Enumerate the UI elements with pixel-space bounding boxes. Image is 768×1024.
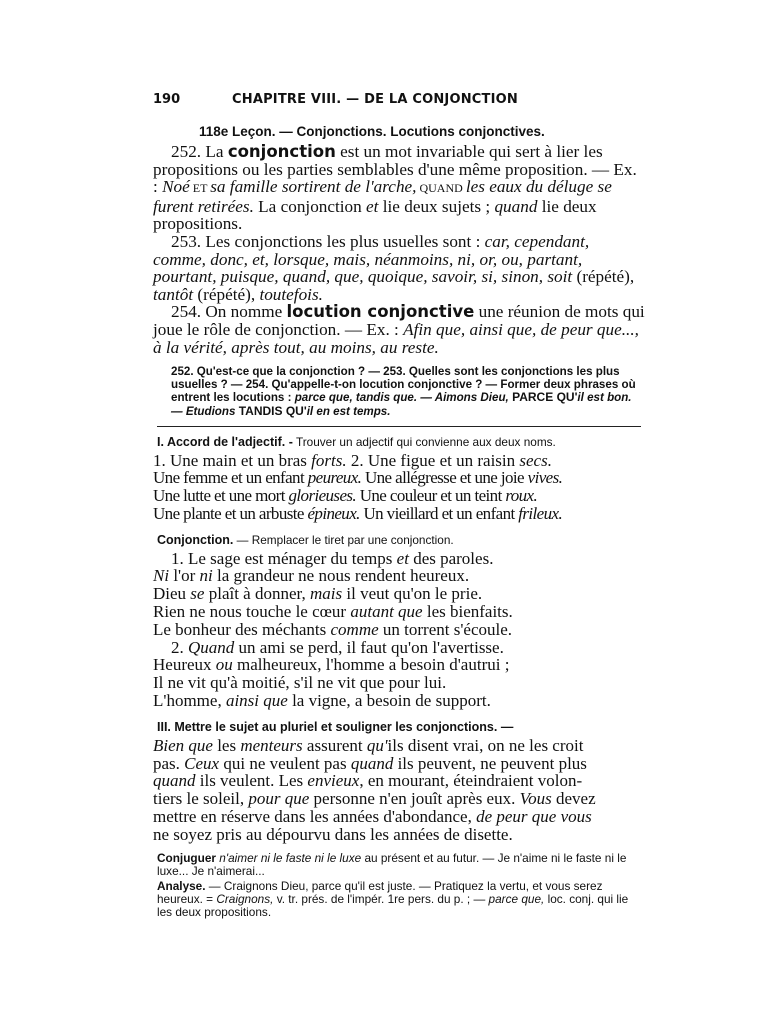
- example: il en est temps.: [306, 404, 391, 418]
- exercise-line: [153, 674, 645, 692]
- text: ils disent vrai, on ne les croit: [387, 735, 584, 755]
- exercise-title: Conjonction.: [157, 532, 234, 547]
- book-page: [153, 88, 645, 921]
- exercise-3-lines: [153, 737, 645, 844]
- conjunction: qu': [366, 735, 388, 755]
- example: il est bon. — Etudions: [171, 391, 632, 418]
- text: il veut qu'on le prie.: [342, 584, 483, 604]
- text: ils peuvent, ne peuvent plus: [393, 753, 587, 773]
- conjunction: comme: [330, 619, 379, 639]
- text: 1. Une main et un bras: [153, 450, 312, 470]
- text: La: [205, 142, 228, 161]
- conjunction: Ni: [153, 566, 170, 586]
- text: 1. Le sage est ménager du temps: [171, 548, 397, 568]
- exercise-line: [153, 567, 645, 585]
- example: n'aimer ni le faste ni le luxe: [215, 850, 362, 865]
- conjunction: quand: [153, 771, 196, 791]
- exercise-line: [153, 639, 645, 657]
- text: Une couleur et un teint: [356, 486, 506, 506]
- paragraph-number: 252.: [171, 142, 202, 161]
- exercise-2-lines: [153, 550, 645, 710]
- conjunction: menteurs: [240, 735, 303, 755]
- exercise-line: [153, 656, 645, 674]
- text: un torrent s'écoule.: [378, 619, 513, 639]
- lesson-title: 118e Leçon. — Conjonctions. Locutions conjonctives.: [199, 124, 545, 139]
- text: assurent: [302, 735, 367, 755]
- text: Une femme et un enfant: [153, 468, 308, 488]
- exercise-line: [153, 621, 645, 639]
- conjunction: se: [190, 584, 205, 604]
- exercise-line: [153, 550, 645, 568]
- keyword: locution conjonctive: [286, 302, 475, 322]
- adjective: glorieuses.: [288, 486, 357, 506]
- conjunction: Bien que: [153, 735, 213, 755]
- small-caps: PARCE QU': [508, 390, 578, 405]
- text: (répété),: [193, 284, 260, 304]
- text: Une plante et un arbuste: [153, 503, 308, 523]
- text: Une allégresse et une joie: [361, 468, 528, 488]
- conjunction: mais: [310, 584, 343, 604]
- exercise-2-heading: [157, 533, 645, 547]
- example: tantôt: [153, 284, 194, 304]
- conjunction-list: car, cependant, comme, donc, et, lorsque, mais, néanmoins, ni, or, ou, partant, pourtant, puisque, quand, que, quoique, savoir, si, sinon, soit: [153, 231, 590, 287]
- text: Il ne vit qu'à moitié, s'il ne vit que pour lui.: [153, 673, 447, 693]
- text: Heureux: [153, 655, 216, 675]
- text: un ami se perd, il faut qu'on l'avertisse.: [234, 637, 504, 657]
- text: loc. conj. qui lie les deux propositions.: [157, 891, 629, 919]
- text: ne soyez pris au dépourvu dans les années de disette.: [153, 824, 513, 844]
- exercise-line: [153, 755, 645, 773]
- exercise-line: [153, 772, 645, 790]
- text: La conjonction: [253, 196, 367, 216]
- text: une réunion de mots qui joue le rôle de conjonction. — Ex. :: [153, 302, 645, 339]
- text: mettre en réserve dans les années d'abondance,: [153, 807, 477, 827]
- analysis-note: [157, 880, 645, 919]
- adjective: vives.: [527, 468, 563, 488]
- text: malheureux, l'homme a besoin d'autrui ;: [232, 655, 510, 675]
- example: sa famille sortirent de l'arche,: [210, 177, 417, 197]
- conjunction: Vous: [519, 789, 552, 809]
- note-title: Analyse.: [157, 878, 206, 893]
- text: lie deux propositions.: [153, 196, 597, 234]
- exercise-line: [153, 692, 645, 710]
- text: Le bonheur des méchants: [153, 619, 331, 639]
- text: tiers le soleil,: [153, 789, 249, 809]
- text: la grandeur ne nous rendent heureux.: [212, 566, 470, 586]
- text: les bienfaits.: [422, 602, 513, 622]
- example: les eaux du déluge se furent retirées.: [153, 177, 612, 216]
- adjective: peureux.: [307, 468, 362, 488]
- adjective: roux.: [505, 486, 538, 506]
- text: v. tr. prés. de l'impér. 1re pers. du p. ; —: [273, 891, 489, 906]
- text: 2.: [171, 637, 188, 657]
- text: — Craignons Dieu, parce qu'il est juste. — Pratiquez la vertu, et vous serez heureux. =: [157, 878, 603, 906]
- text: L'homme,: [153, 691, 226, 711]
- exercise-line: [153, 790, 645, 808]
- text: Une lutte et une mort: [153, 486, 289, 506]
- text: plaît à donner,: [204, 584, 311, 604]
- conjunction: Quand: [188, 637, 235, 657]
- small-caps: ET: [189, 181, 211, 196]
- text: qui ne veulent pas: [219, 753, 351, 773]
- exercise-line: [153, 737, 645, 755]
- exercise-title: I. Accord de l'adjectif. -: [157, 434, 293, 449]
- exercise-line: [153, 487, 645, 505]
- adjective: épineux.: [307, 503, 360, 523]
- small-caps: QUAND: [416, 181, 466, 196]
- paragraph-253: [153, 233, 645, 303]
- text: Un vieillard et un enfant: [359, 503, 519, 523]
- exercise-line: [153, 603, 645, 621]
- adjective: secs.: [519, 450, 552, 470]
- paragraph-252: [153, 143, 645, 233]
- exercise-3-heading: III. Mettre le sujet au pluriel et souligner les conjonctions. —: [157, 719, 514, 734]
- text: , en mourant, éteindraient volon-: [359, 771, 583, 791]
- conjunction: quand: [350, 753, 394, 773]
- text: l'or: [169, 566, 200, 586]
- text: Les conjonctions les plus usuelles sont :: [201, 231, 485, 251]
- text: 252. Qu'est-ce que la conjonction ? — 253. Quelles sont les conjonctions les plus usuelles ? — 254. Qu'appelle-t-on locution conjonctive ? — Former deux phrases où entrent les locutions :: [171, 365, 636, 405]
- text: On nomme: [201, 302, 287, 322]
- exercise-line: [153, 469, 645, 487]
- text: les: [212, 735, 241, 755]
- example: quand: [494, 196, 538, 216]
- text: au présent et au futur. — Je n'aime ni le faste ni le luxe... Je n'aimerai...: [157, 850, 627, 878]
- conjunction: de peur que vous: [476, 807, 592, 827]
- text: (répété),: [572, 267, 635, 287]
- adjective: forts.: [311, 450, 347, 470]
- adjective: frileux.: [518, 503, 563, 523]
- conjunction: ainsi que: [225, 691, 288, 711]
- section-divider: [157, 426, 641, 427]
- paragraph-number: 253.: [171, 231, 202, 251]
- example: Craignons,: [216, 891, 274, 906]
- text: est un mot invariable qui sert à lier les propositions ou les parties semblables d'une même proposition. — Ex. :: [153, 142, 637, 197]
- conjunction: pour que: [248, 789, 310, 809]
- exercise-1-heading: [157, 435, 645, 449]
- text: Rien ne nous touche le cœur: [153, 602, 351, 622]
- paragraph-254: [153, 303, 645, 356]
- text: des paroles.: [408, 548, 494, 568]
- exercise-line: [153, 452, 645, 470]
- exercise-instruction: Trouver un adjectif qui convienne aux deux noms.: [292, 434, 556, 449]
- text: la vigne, a besoin de support.: [287, 691, 491, 711]
- exercise-1-lines: [153, 452, 645, 523]
- exercise-line: [153, 808, 645, 826]
- example: toutefois.: [259, 284, 323, 304]
- exercise-line: [153, 826, 645, 844]
- example: parce que, tandis que. — Aimons Dieu,: [294, 391, 509, 405]
- example: parce que,: [488, 891, 545, 906]
- running-head: [153, 88, 645, 110]
- conjunction: autant que: [350, 602, 423, 622]
- keyword: conjonction: [227, 142, 336, 161]
- text: lie deux sujets ;: [378, 196, 495, 216]
- conjugation-note: [157, 852, 645, 878]
- note-title: Conjuguer: [157, 850, 216, 865]
- conjunction: et: [396, 548, 409, 568]
- conjunction: Ceux: [184, 753, 220, 773]
- text: ils veulent. Les: [195, 771, 308, 791]
- exercise-line: [153, 585, 645, 603]
- exercise-line: [153, 505, 645, 523]
- text: 2. Une figue et un raisin: [346, 450, 520, 470]
- paragraph-number: 254.: [171, 302, 202, 322]
- text: pas.: [153, 753, 185, 773]
- text: personne n'en jouît après eux.: [309, 789, 520, 809]
- conjunction: ni: [199, 566, 213, 586]
- example: Noé: [162, 177, 190, 197]
- chapter-title: CHAPITRE VIII. — DE LA CONJONCTION: [232, 92, 518, 107]
- conjunction: envieux: [307, 771, 360, 791]
- example: Afin que, ainsi que, de peur que..., à la vérité, après tout, au moins, au reste.: [153, 319, 639, 357]
- review-questions: [171, 366, 645, 418]
- small-caps: TANDIS QU': [235, 403, 307, 418]
- text: devez: [551, 789, 596, 809]
- conjunction: ou: [215, 655, 233, 675]
- exercise-instruction: — Remplacer le tiret par une conjonction.: [233, 532, 454, 547]
- example: et: [366, 196, 379, 216]
- page-number: 190: [153, 92, 181, 107]
- text: Dieu: [153, 584, 191, 604]
